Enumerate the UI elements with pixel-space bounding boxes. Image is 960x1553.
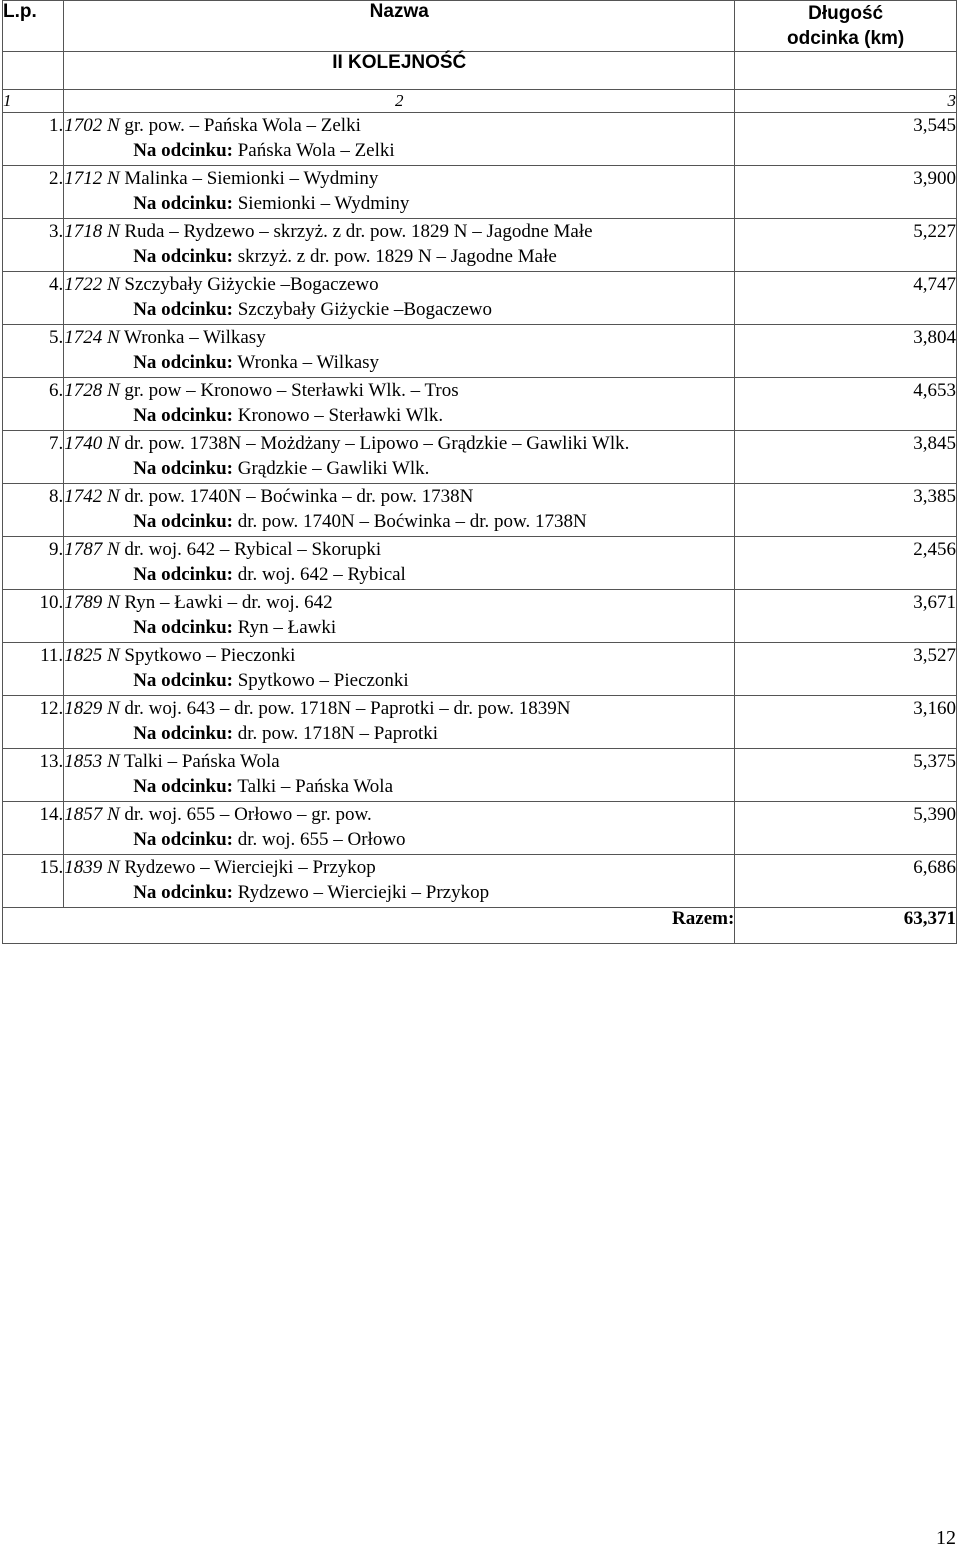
road-code: 1853 N	[64, 751, 120, 772]
segment-label: Na odcinku:	[133, 299, 233, 320]
road-route: dr. pow. 1740N – Boćwinka – dr. pow. 1738N	[124, 486, 474, 507]
segment-label: Na odcinku:	[133, 776, 233, 797]
road-code: 1839 N	[64, 857, 120, 878]
roads-table	[2, 0, 957, 944]
table-row	[3, 219, 957, 272]
road-title-line	[64, 484, 734, 509]
segment-label: Na odcinku:	[133, 723, 233, 744]
road-route: Spytkowo – Pieczonki	[124, 645, 296, 666]
road-length: 6,686	[735, 855, 957, 908]
road-title-line	[64, 802, 734, 827]
road-length: 4,653	[735, 378, 957, 431]
header-lp: L.p.	[3, 1, 64, 52]
table-row	[3, 696, 957, 749]
column-numbers-row	[3, 90, 957, 113]
header-length-line1: Długość	[808, 3, 884, 24]
road-segment: Rydzewo – Wierciejki – Przykop	[237, 882, 490, 903]
road-code: 1857 N	[64, 804, 120, 825]
road-length: 3,900	[735, 166, 957, 219]
road-lp: 5.	[3, 325, 64, 378]
table-row	[3, 749, 957, 802]
road-segment-line	[64, 403, 734, 428]
road-code: 1829 N	[64, 698, 120, 719]
road-code: 1825 N	[64, 645, 120, 666]
table-row	[3, 378, 957, 431]
segment-label: Na odcinku:	[133, 511, 233, 532]
road-segment-line	[64, 350, 734, 375]
header-row	[3, 1, 957, 52]
table-row	[3, 537, 957, 590]
road-title-line	[64, 537, 734, 562]
table-row	[3, 590, 957, 643]
road-length: 3,385	[735, 484, 957, 537]
road-segment-line	[64, 880, 734, 905]
road-title-line	[64, 749, 734, 774]
road-segment: Szczybały Giżyckie –Bogaczewo	[237, 299, 493, 320]
segment-label: Na odcinku:	[133, 617, 233, 638]
road-route: dr. woj. 643 – dr. pow. 1718N – Paprotki – dr. pow. 1839N	[124, 698, 571, 719]
segment-label: Na odcinku:	[133, 193, 233, 214]
road-lp: 2.	[3, 166, 64, 219]
road-name-cell	[64, 325, 735, 378]
header-name: Nazwa	[64, 1, 735, 52]
road-route: Talki – Pańska Wola	[124, 751, 280, 772]
road-title-line	[64, 643, 734, 668]
road-code: 1789 N	[64, 592, 120, 613]
road-route: Ryn – Ławki – dr. woj. 642	[124, 592, 333, 613]
road-length: 3,545	[735, 113, 957, 166]
road-lp: 13.	[3, 749, 64, 802]
road-lp: 10.	[3, 590, 64, 643]
road-name-cell	[64, 166, 735, 219]
road-code: 1728 N	[64, 380, 120, 401]
table-row	[3, 113, 957, 166]
segment-label: Na odcinku:	[133, 246, 233, 267]
road-name-cell	[64, 378, 735, 431]
table-row	[3, 643, 957, 696]
column-number-2: 2	[64, 90, 735, 113]
road-title-line	[64, 855, 734, 880]
table-row	[3, 431, 957, 484]
road-lp: 3.	[3, 219, 64, 272]
road-segment-line	[64, 562, 734, 587]
road-code: 1787 N	[64, 539, 120, 560]
road-name-cell	[64, 537, 735, 590]
road-length: 5,227	[735, 219, 957, 272]
section-lp-cell	[3, 52, 64, 90]
road-segment: Kronowo – Sterławki Wlk.	[237, 405, 444, 426]
road-route: Ruda – Rydzewo – skrzyż. z dr. pow. 1829 N – Jagodne Małe	[124, 221, 593, 242]
road-name-cell	[64, 219, 735, 272]
column-number-3: 3	[735, 90, 957, 113]
road-title-line	[64, 696, 734, 721]
road-length: 2,456	[735, 537, 957, 590]
road-code: 1722 N	[64, 274, 120, 295]
road-route: Rydzewo – Wierciejki – Przykop	[124, 857, 376, 878]
header-length-line2: odcinka (km)	[787, 28, 905, 49]
table-row	[3, 272, 957, 325]
table-row	[3, 855, 957, 908]
total-value: 63,371	[735, 908, 957, 944]
section-length-cell	[735, 52, 957, 90]
road-title-line	[64, 166, 734, 191]
road-name-cell	[64, 696, 735, 749]
table-row	[3, 802, 957, 855]
segment-label: Na odcinku:	[133, 670, 233, 691]
segment-label: Na odcinku:	[133, 829, 233, 850]
road-route: Szczybały Giżyckie –Bogaczewo	[124, 274, 379, 295]
page-number: 12	[936, 1527, 956, 1549]
table-row	[3, 325, 957, 378]
road-lp: 12.	[3, 696, 64, 749]
road-length: 3,845	[735, 431, 957, 484]
road-title-line	[64, 272, 734, 297]
road-name-cell	[64, 749, 735, 802]
road-segment: Talki – Pańska Wola	[237, 776, 394, 797]
road-name-cell	[64, 590, 735, 643]
road-route: gr. pow. – Pańska Wola – Zelki	[124, 115, 361, 136]
road-segment: dr. woj. 655 – Orłowo	[237, 829, 406, 850]
road-segment-line	[64, 191, 734, 216]
road-segment-line	[64, 456, 734, 481]
road-segment: dr. pow. 1740N – Boćwinka – dr. pow. 1738N	[237, 511, 587, 532]
road-length: 5,375	[735, 749, 957, 802]
segment-label: Na odcinku:	[133, 140, 233, 161]
road-lp: 15.	[3, 855, 64, 908]
road-lp: 6.	[3, 378, 64, 431]
road-segment-line	[64, 244, 734, 269]
road-code: 1742 N	[64, 486, 120, 507]
road-name-cell	[64, 643, 735, 696]
road-name-cell	[64, 431, 735, 484]
segment-label: Na odcinku:	[133, 882, 233, 903]
road-name-cell	[64, 272, 735, 325]
road-segment: Ryn – Ławki	[237, 617, 337, 638]
road-length: 3,671	[735, 590, 957, 643]
road-segment-line	[64, 509, 734, 534]
road-title-line	[64, 590, 734, 615]
total-label: Razem:	[3, 908, 735, 944]
road-length: 4,747	[735, 272, 957, 325]
table-row	[3, 484, 957, 537]
road-segment-line	[64, 774, 734, 799]
segment-label: Na odcinku:	[133, 458, 233, 479]
road-code: 1712 N	[64, 168, 120, 189]
road-route: dr. woj. 655 – Orłowo – gr. pow.	[124, 804, 372, 825]
road-length: 5,390	[735, 802, 957, 855]
road-segment: Pańska Wola – Zelki	[237, 140, 395, 161]
road-segment-line	[64, 615, 734, 640]
road-code: 1702 N	[64, 115, 120, 136]
road-segment: Wronka – Wilkasy	[237, 352, 380, 373]
road-code: 1718 N	[64, 221, 120, 242]
total-row	[3, 908, 957, 944]
road-code: 1740 N	[64, 433, 120, 454]
road-lp: 9.	[3, 537, 64, 590]
road-segment-line	[64, 827, 734, 852]
road-lp: 11.	[3, 643, 64, 696]
road-route: Wronka – Wilkasy	[124, 327, 266, 348]
road-name-cell	[64, 484, 735, 537]
road-code: 1724 N	[64, 327, 120, 348]
road-route: dr. woj. 642 – Rybical – Skorupki	[124, 539, 382, 560]
road-route: Malinka – Siemionki – Wydminy	[124, 168, 379, 189]
road-segment-line	[64, 721, 734, 746]
road-lp: 1.	[3, 113, 64, 166]
road-name-cell	[64, 113, 735, 166]
road-lp: 14.	[3, 802, 64, 855]
road-segment: Siemionki – Wydminy	[237, 193, 410, 214]
road-title-line	[64, 431, 734, 456]
road-route: gr. pow – Kronowo – Sterławki Wlk. – Tros	[124, 380, 459, 401]
road-lp: 8.	[3, 484, 64, 537]
road-route: dr. pow. 1738N – Możdżany – Lipowo – Grądzkie – Gawliki Wlk.	[124, 433, 630, 454]
road-length: 3,527	[735, 643, 957, 696]
road-length: 3,804	[735, 325, 957, 378]
road-title-line	[64, 325, 734, 350]
road-segment: dr. woj. 642 – Rybical	[237, 564, 406, 585]
road-name-cell	[64, 802, 735, 855]
road-segment-line	[64, 297, 734, 322]
section-row	[3, 52, 957, 90]
road-title-line	[64, 219, 734, 244]
segment-label: Na odcinku:	[133, 352, 233, 373]
segment-label: Na odcinku:	[133, 405, 233, 426]
road-segment: skrzyż. z dr. pow. 1829 N – Jagodne Małe	[237, 246, 557, 267]
road-segment-line	[64, 138, 734, 163]
road-length: 3,160	[735, 696, 957, 749]
road-segment: Spytkowo – Pieczonki	[237, 670, 409, 691]
road-lp: 4.	[3, 272, 64, 325]
segment-label: Na odcinku:	[133, 564, 233, 585]
road-segment: Grądzkie – Gawliki Wlk.	[237, 458, 430, 479]
road-segment: dr. pow. 1718N – Paprotki	[237, 723, 439, 744]
road-lp: 7.	[3, 431, 64, 484]
header-length	[735, 1, 957, 52]
table-row	[3, 166, 957, 219]
road-title-line	[64, 113, 734, 138]
road-name-cell	[64, 855, 735, 908]
section-title: II KOLEJNOŚĆ	[64, 52, 735, 90]
road-segment-line	[64, 668, 734, 693]
column-number-1: 1	[3, 90, 64, 113]
road-title-line	[64, 378, 734, 403]
